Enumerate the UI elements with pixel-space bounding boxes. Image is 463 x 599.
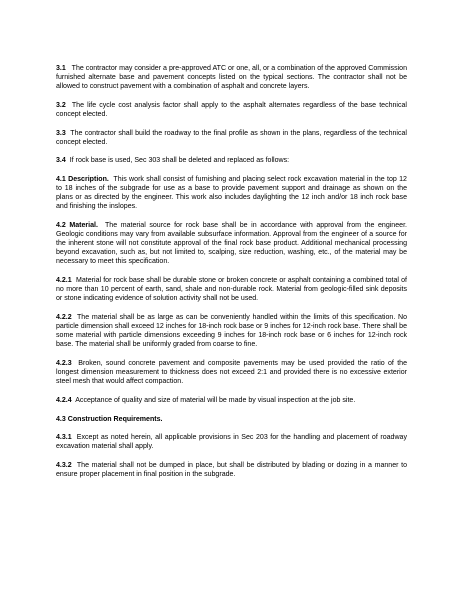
paragraph-text: This work shall consist of furnishing and placing select rock excavation material in the top 12 to 18 inches of the subgrade for use as a base to provide pavement support and drainage as shown on the plans or as directed by the engineer. This work also includes daylighting the 12 inch and/or 18 inch rock base and finishing the inslopes. xyxy=(56,176,407,211)
paragraph-text: If rock base is used, Sec 303 shall be deleted and replaced as follows: xyxy=(69,157,290,165)
paragraph-text: The contractor may consider a pre-approved ATC or one, all, or a combination of the approved Commission furnished alternate base and pavement concepts listed on the typical sections. The contractor shall not be allowed to construct pavement with a combination of asphalt and concrete layers. xyxy=(56,65,407,91)
section-heading: 4.3 Construction Requirements. xyxy=(56,415,163,423)
paragraph-number: 4.3.2 xyxy=(56,462,72,470)
paragraph-number: 3.4 xyxy=(56,157,66,165)
paragraph-3-2 xyxy=(56,101,407,119)
paragraph-number: 4.2 Material. xyxy=(56,222,98,230)
paragraph-3-1 xyxy=(56,64,407,91)
paragraph-3-4 xyxy=(56,156,407,165)
paragraph-text: The contractor shall build the roadway to the final profile as shown in the plans, regardless of the technical concept elected. xyxy=(56,129,407,146)
paragraph-4-3-1 xyxy=(56,433,407,451)
paragraph-number: 4.2.4 xyxy=(56,396,72,404)
paragraph-number: 4.2.2 xyxy=(56,314,72,322)
paragraph-4-3-2 xyxy=(56,461,407,479)
paragraph-text: Except as noted herein, all applicable provisions in Sec 203 for the handling and placement of roadway excavation material shall apply. xyxy=(56,434,407,451)
paragraph-text: Material for rock base shall be durable stone or broken concrete or asphalt containing a combined total of no more than 10 percent of earth, sand, shale and non-durable rock. Material from geologic-filled sink deposits or stone indicating evidence of solution activity shall not be used. xyxy=(56,277,407,303)
paragraph-text: Acceptance of quality and size of material will be made by visual inspection at the job site. xyxy=(75,396,356,404)
paragraph-number: 4.3.1 xyxy=(56,434,72,442)
paragraph-text: Broken, sound concrete pavement and composite pavements may be used provided the ratio of the longest dimension measurement to thickness does not exceed 2:1 and provided there is no excessive exterior steel mesh that would affect compaction. xyxy=(56,360,407,386)
paragraph-text: The life cycle cost analysis factor shall apply to the asphalt alternates regardless of the base technical concept elected. xyxy=(56,101,408,118)
paragraph-number: 4.2.1 xyxy=(56,277,72,285)
paragraph-number: 4.1 Description. xyxy=(56,176,109,184)
paragraph-3-3 xyxy=(56,129,407,147)
paragraph-4-2 xyxy=(56,221,407,266)
paragraph-number: 3.1 xyxy=(56,65,66,72)
paragraph-4-1 xyxy=(56,175,407,211)
paragraph-4-2-3 xyxy=(56,359,407,386)
paragraph-text: The material shall be as large as can be conveniently handled within the limits of this specification. No particle dimension shall exceed 12 inches for 18-inch rock base or 9 inches for 12-inch rock base. There shall be some material with particle dimensions exceeding 9 inches for 18-inch rock base or 6 inches for 12-inch rock base. The material shall be uniformly graded from coarse to fine. xyxy=(56,314,407,349)
paragraph-text: The material shall not be dumped in place, but shall be distributed by blading or dozing in a manner to ensure proper placement in final position in the subgrade. xyxy=(56,462,407,479)
paragraph-4-2-4 xyxy=(56,396,407,405)
paragraph-number: 3.2 xyxy=(56,101,66,109)
paragraph-text: The material source for rock base shall be in accordance with approval from the engineer. Geologic conditions may vary from available subsurface information. Approval from the engineer of a source for the inherent stone will not constitute approval of the final rock base product. Additional mechanical processing beyond excavation, such as, but not limited to, scalping, size reduction, washing, etc., of the material may be necessary to meet this specification. xyxy=(56,222,407,266)
paragraph-number: 3.3 xyxy=(56,129,66,137)
paragraph-4-2-2 xyxy=(56,313,407,349)
paragraph-number: 4.2.3 xyxy=(56,360,72,367)
paragraph-4-2-1 xyxy=(56,276,407,303)
